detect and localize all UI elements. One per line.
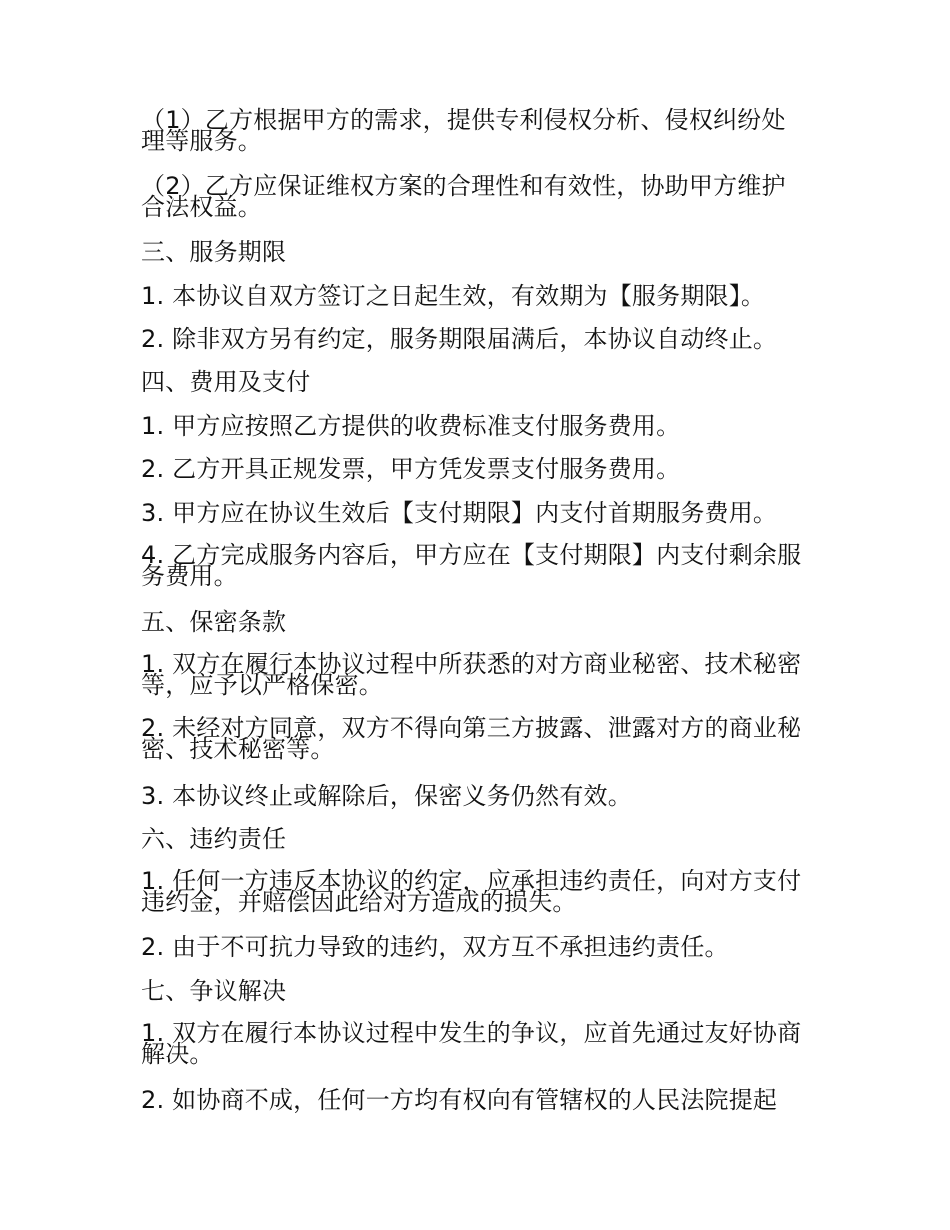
section-heading-4: 四、费用及支付: [141, 368, 311, 396]
clause-4-item-4: 4. 乙方完成服务内容后，甲方应在【支付期限】内支付剩余服务费用。: [141, 541, 802, 590]
clause-6-item-2: 2. 由于不可抗力导致的违约，双方互不承担违约责任。: [141, 933, 729, 961]
clause-7-item-2: 2. 如协商不成，任何一方均有权向有管辖权的人民法院提起: [141, 1086, 778, 1114]
clause-5-item-2: 2. 未经对方同意，双方不得向第三方披露、泄露对方的商业秘密、技术秘密等。: [141, 714, 802, 763]
section-heading-7: 七、争议解决: [141, 977, 287, 1005]
clause-4-item-3: 3. 甲方应在协议生效后【支付期限】内支付首期服务费用。: [141, 499, 778, 527]
clause-6-item-1: 1. 任何一方违反本协议的约定，应承担违约责任，向对方支付违约金，并赔偿因此给对方造成的损失。: [141, 867, 802, 916]
clause-4-item-1: 1. 甲方应按照乙方提供的收费标准支付服务费用。: [141, 412, 681, 440]
section-heading-6: 六、违约责任: [141, 825, 287, 853]
clause-5-item-1: 1. 双方在履行本协议过程中所获悉的对方商业秘密、技术秘密等，应予以严格保密。: [141, 650, 802, 699]
clause-2-item-2: （2）乙方应保证维权方案的合理性和有效性，协助甲方维护合法权益。: [141, 172, 786, 221]
section-heading-3: 三、服务期限: [141, 238, 287, 266]
clause-3-item-2: 2. 除非双方另有约定，服务期限届满后，本协议自动终止。: [141, 325, 778, 353]
section-heading-5: 五、保密条款: [141, 608, 287, 636]
clause-3-item-1: 1. 本协议自双方签订之日起生效，有效期为【服务期限】。: [141, 282, 766, 310]
clause-7-item-1: 1. 双方在履行本协议过程中发生的争议，应首先通过友好协商解决。: [141, 1019, 802, 1068]
clause-4-item-2: 2. 乙方开具正规发票，甲方凭发票支付服务费用。: [141, 455, 681, 483]
clause-5-item-3: 3. 本协议终止或解除后，保密义务仍然有效。: [141, 782, 632, 810]
clause-2-item-1: （1）乙方根据甲方的需求，提供专利侵权分析、侵权纠纷处理等服务。: [141, 106, 786, 155]
